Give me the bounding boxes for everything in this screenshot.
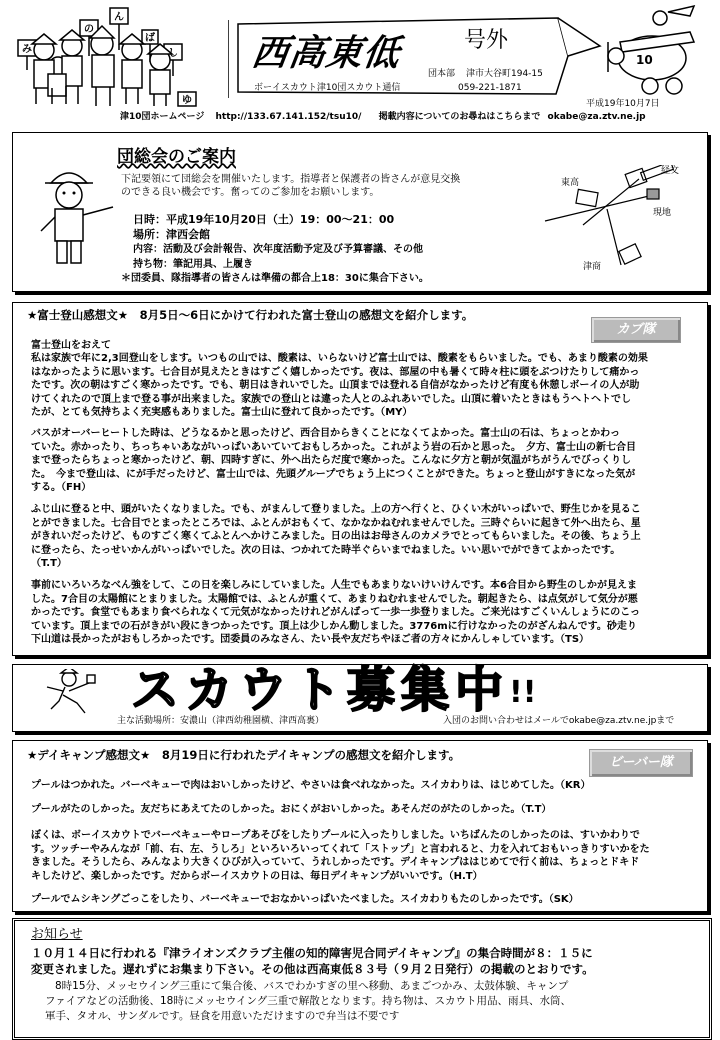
- fuji-headline: ★富士登山感想文★ 8月5日～6日にかけて行われた富士登山の感想文を紹介します。: [27, 308, 474, 322]
- meeting-date: 日時：平成19年10月20日（土）19：00～21：00: [133, 213, 395, 226]
- recruit-exclaim: !!: [509, 675, 537, 710]
- meeting-staff-note: ＊団委員、隊指導者の皆さんは準備の都合上18：30に集合下さい。: [121, 273, 429, 284]
- recruit-headline-text: スカウト募集中: [131, 662, 510, 718]
- fuji-essay-1: 私は家族で年に2,3回登山をします。いつもの山では、酸素は、いらないけど富士山では、酸素をもらいました。でも、あまり酸素の効果 はなかったように思います。七合目が見えたときはすごく嬉しかったです。夜は、部屋の中も暑くて時々柱に頭をぶつけたりして痛かっ たです。次の朝はすごく寒かったです。でも、朝日はきれいでした。山頂までは登れる自信がなかったけど有度も休憩しボーイの人が助 けてくれたので頂上まで登る事が出来ました。家族での登山とは違った人とのふれあいでした。山頂に着いたときはもうへトヘトでし たが、とても気持ちよく充実感もありました。富士山に登れて良かったです。（MY）: [31, 353, 648, 418]
- issue-date: 平成19年10月7日: [586, 99, 660, 109]
- fuji-subtitle: 富士登山をおえて: [31, 340, 111, 351]
- contact-label: 掲載内容についてのお尋ねはこちらまで: [378, 112, 541, 122]
- homepage-link[interactable]: http://133.67.141.152/tsu10/: [215, 112, 362, 122]
- beaver-badge: ビーバー隊: [589, 749, 693, 777]
- fuji-essay-2: バスがオーバーヒートした時は、どうなるかと思ったけど、西合目からきくことになくてよかった。富士山の石は、ちょっとかわっ ていた。赤かったり、ちっちゃいあながいっぱいあいていておもしろかった。これがよう岩の石かと思った。 夕方、富士山の新七合目 まで登ったらちょっと寒かったけど、朝、四時すぎに、外へ出たらだ度で寒かった。こんなに夕方と朝が気温がちがうんでびっくりし た。 今まで登山は、にが手だったけど、富士山では、先頭グループでちょう上につくことができた。ちょっと登山がすきになった気が する。（FH）: [31, 428, 636, 493]
- map-label-keibun: 経文: [661, 166, 680, 176]
- hq-address: 津市大谷町194-15: [466, 69, 543, 79]
- meeting-agenda: 内容：活動及び会計報告、次年度活動予定及び予算審議、その他: [133, 244, 423, 255]
- scout-running-illustration: [29, 669, 99, 715]
- flag-letter-4: し: [168, 48, 178, 59]
- daycamp-essay-1: プールはつかれた。バーベキューで肉はおいしかったけど、やさいは食べれなかった。スイカわりは、はじめてした。（KR）: [31, 780, 591, 791]
- notice-box: [12, 918, 712, 1040]
- recruit-box: [12, 664, 708, 732]
- homepage-label: 津10団ホームページ: [120, 112, 205, 122]
- airplane-illustration: [590, 2, 706, 98]
- hq-phone: 059-221-1871: [458, 83, 522, 93]
- flag-letter-6: ば: [145, 33, 155, 44]
- meeting-place: 場所：津西会館: [133, 228, 210, 241]
- fuji-report-box: [12, 302, 708, 656]
- flag-letter-1: ん: [114, 12, 124, 23]
- daycamp-essay-2: プールがたのしかった。友だちにあえてたのしかった。おにくがおいしかった。あそんだのがたのしかった。（T.T）: [31, 804, 552, 815]
- cub-badge: カブ隊: [591, 317, 681, 343]
- meeting-intro-line-1: 下記要領にて団総会を開催いたします。指導者と保護者の皆さんが意見交換: [121, 174, 461, 185]
- contact-email-link[interactable]: okabe@za.ztv.ne.jp: [547, 112, 646, 122]
- meeting-bring: 持ち物：筆記用具、上履き: [133, 259, 253, 270]
- recruit-contact: 入団のお問い合わせはメールでokabe@za.ztv.ne.jpまで: [443, 716, 675, 726]
- map-label-tsushou: 津商: [583, 262, 602, 272]
- map-label-higashi: 東高: [561, 178, 580, 188]
- meeting-title: 団総会のご案内: [117, 147, 236, 167]
- flag-letter-2: の: [84, 24, 94, 35]
- flag-letter-3: み: [22, 44, 32, 55]
- newsletter-title: 西高東低: [249, 33, 403, 74]
- fuji-essay-4: 事前にいろいろなべん強をして、この日を楽しみにしていました。人生でもあまりないけいけんです。本6合目から野生のしかが見えま した。7合目の太陽館にとまりました。太陽館では、ふとんが重くて、あまりねむれませんでした。朝起きたら、は点気がして気分が悪 かったです。食堂でもあまり食べられなくて元気がなかったけれどがんばって一歩一歩登りました。ご来光はすごくいんしょうにのこっ ています。頂上までの石がきがい段にきつかったです。頂上は少しかん動しました。3776mに行けなかったのがざんねんです。砂走り 下山道は長かったがおもしろかったです。団委員のみなさん、たい長や友だちやほご者の方々にかんしゃしています。（TS）: [31, 580, 640, 645]
- venue-map: [543, 165, 693, 277]
- hq-label: 団本部: [428, 69, 456, 79]
- scouts-illustration: [14, 4, 204, 110]
- notice-line-1: １０月１４日に行われる『津ライオンズクラブ主催の知的障害児合同デイキャンプ』の集合時間が８：１５に: [31, 946, 593, 960]
- links-row: [120, 111, 646, 123]
- plane-number: 10: [636, 53, 653, 67]
- fuji-essay-3: ふじ山に登ると中、頭がいたくなりました。でも、がまんして登りました。上の方へ行くと、ひくい木がいっぱいで、野生じかを見るこ とができました。七合目でとまったところでは、ふとんがおもくて、なかなかねむれませんでした。三時ぐらいに起きて外へ出たら、星 がきれいだったけど、ものすごく寒くてふとんへかけこみました。日の出はお母さんのカメラでとってもらいました。その後、ちょう上 に登ったら、たっせいかんがいっぱいでした。次の日は、つかれてた時半ぐらいまでねました。いい思いでができてよかったです。 （T.T）: [31, 504, 641, 569]
- meeting-notice-box: [12, 132, 708, 292]
- meeting-intro-line-2: のできる良い機会です。奮ってのご参加をお願いします。: [121, 187, 380, 198]
- recruit-headline: [131, 663, 536, 720]
- scout-pointing-illustration: [29, 159, 119, 269]
- issue-label: 号外: [464, 28, 509, 53]
- map-label-genchi: 現地: [653, 208, 672, 218]
- daycamp-essay-4: プールでムシキングごっこをしたり、バーベキューでおなかいっぱいたべました。スイカわりもたのしかったです。（SK）: [31, 894, 579, 905]
- daycamp-essay-3: ぼくは、ボーイスカウトでバーベキューやロープあそびをしたりプールに入ったりしました。いちばんたのしかったのは、すいかわりで す。ツッチーやみんなが「前、右、左、うしろ」といろいろいってくれて「ストップ」と言われると、力を入れておもいっきりすいかをた きました。そうしたら、みんなより大きくひびが入っていて、うれしかったです。デイキャンプははじめてで行く前は、ちょっとドキド キしたけど、楽しかったです。だからボーイスカウトの日は、毎日デイキャンプがいいです。（H.T）: [31, 830, 650, 882]
- notice-title: お知らせ: [31, 927, 83, 942]
- org-name: ボーイスカウト津10団スカウト通信: [254, 83, 401, 93]
- daycamp-report-box: [12, 740, 708, 912]
- recruit-venue: 主な活動場所：安濃山（津西幼稚園横、津西高裏）: [117, 716, 325, 726]
- notice-line-2: 変更されました。遅れずにお集まり下さい。その他は西高東低８３号（９月２日発行）の掲載のとおりです。: [31, 962, 594, 976]
- flag-letter-5: ゆ: [182, 95, 192, 106]
- notice-body: 8時15分、メッセウイング三重にて集合後、バスでわかすぎの里へ移動、あまごつかみ、太鼓体験、キャンプ ファイアなどの活動後、18時にメッセウイング三重で解散となります。持ち物は、スカウト用品、雨具、水筒、 軍手、タオル、サンダルです。昼食を用意いただけますので弁当は不要です: [45, 980, 571, 1022]
- daycamp-headline: ★デイキャンプ感想文★ 8月19日に行われたデイキャンプの感想文を紹介します。: [27, 748, 461, 762]
